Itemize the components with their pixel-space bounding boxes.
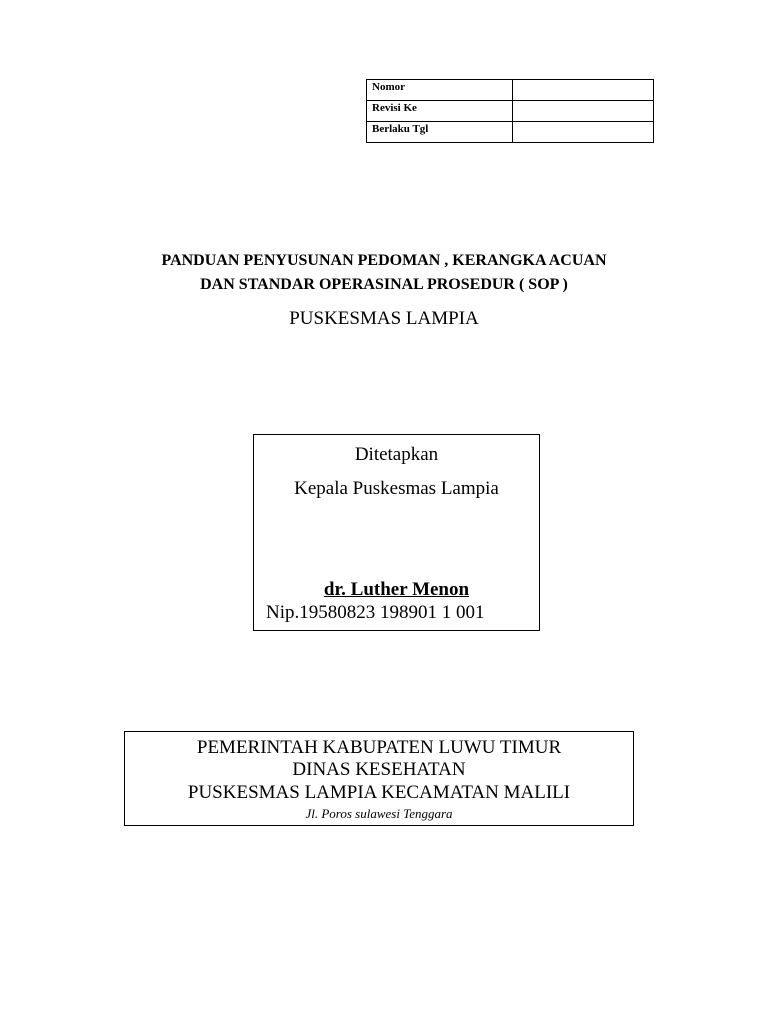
document-title-line1: PANDUAN PENYUSUNAN PEDOMAN , KERANGKA ACUAN xyxy=(161,252,607,269)
table-row xyxy=(367,101,654,122)
organization-title: PUSKESMAS LAMPIA xyxy=(289,308,479,329)
table-row xyxy=(367,122,654,143)
government-header-box xyxy=(124,731,634,826)
document-title-line2: DAN STANDAR OPERASINAL PROSEDUR ( SOP ) xyxy=(200,276,568,293)
government-address: Jl. Poros sulawesi Tenggara xyxy=(305,806,453,821)
government-line3: PUSKESMAS LAMPIA KECAMATAN MALILI xyxy=(187,782,571,803)
revisi-value xyxy=(512,101,653,122)
revisi-label: Revisi Ke xyxy=(367,101,513,122)
document-control-table xyxy=(366,79,654,143)
document-title xyxy=(0,249,768,297)
signer-nip: Nip.19580823 198901 1 001 xyxy=(266,602,485,623)
approval-heading: Ditetapkan xyxy=(354,444,439,465)
signer-name: dr. Luther Menon xyxy=(323,579,470,600)
approval-position: Kepala Puskesmas Lampia xyxy=(294,478,499,499)
nomor-label: Nomor xyxy=(367,80,513,101)
berlaku-value xyxy=(512,122,653,143)
table-row xyxy=(367,80,654,101)
government-line1: PEMERINTAH KABUPATEN LUWU TIMUR xyxy=(196,737,562,758)
berlaku-label: Berlaku Tgl xyxy=(367,122,513,143)
approval-box xyxy=(253,434,540,631)
nomor-value xyxy=(512,80,653,101)
government-line2: DINAS KESEHATAN xyxy=(292,759,466,780)
